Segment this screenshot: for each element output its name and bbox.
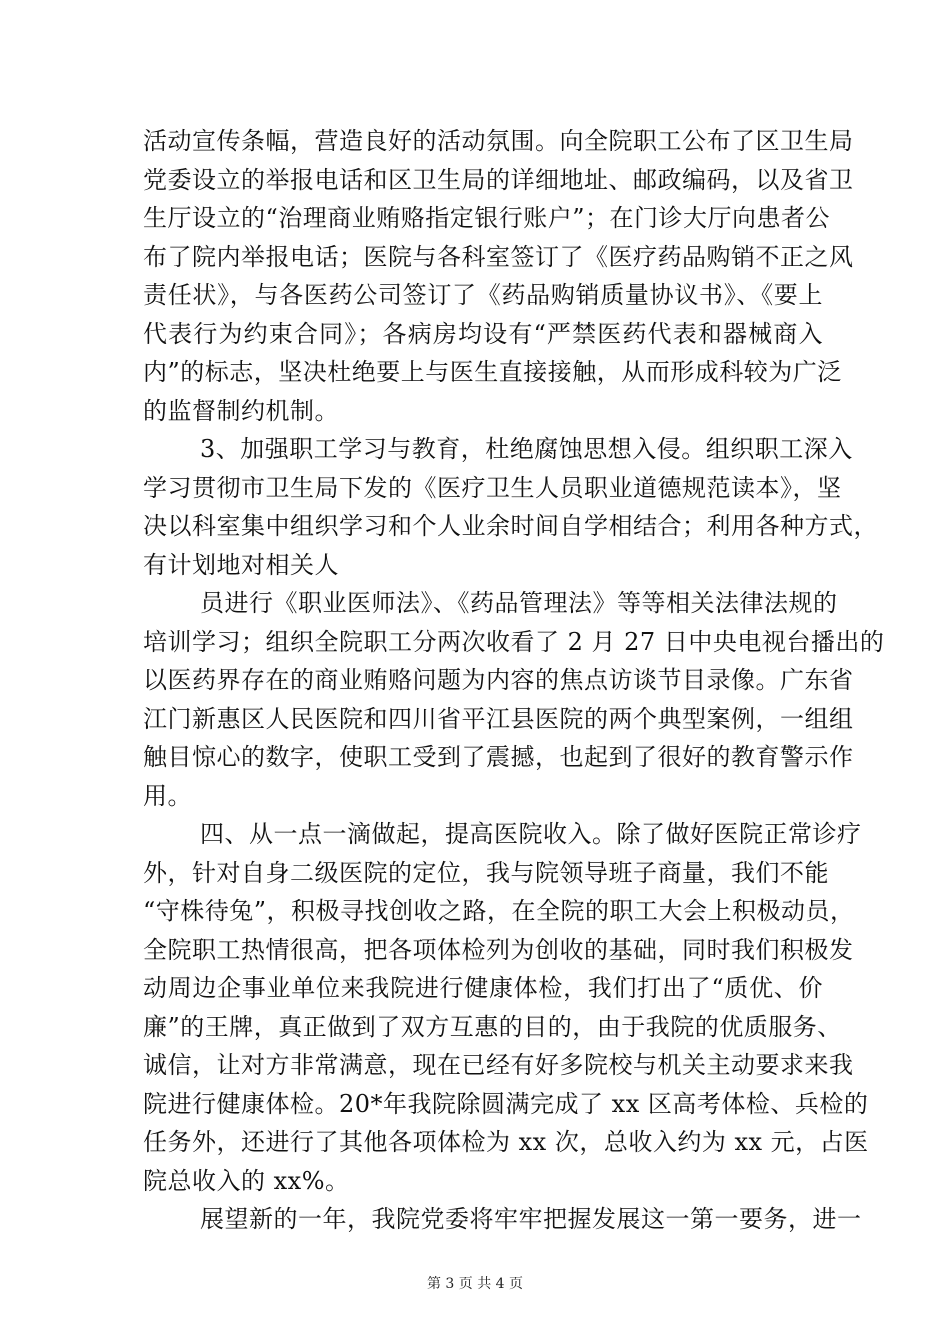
text-line: 全院职工热情很高，把各项体检列为创收的基础，同时我们积极发 (143, 936, 854, 964)
paragraph-start: 员进行《职业医师法》、《药品管理法》等等相关法律法规的 (200, 589, 838, 617)
text-line: 学习贯彻市卫生局下发的《医疗卫生人员职业道德规范读本》，坚 (143, 474, 842, 502)
page-number: 第 3 页 共 4 页 (426, 1276, 524, 1292)
text-line: 布了院内举报电话；医院与各科室签订了《医疗药品购销不正之风 (143, 243, 854, 271)
text-line: 内”的标志，坚决杜绝要上与医生直接接触，从而形成科较为广泛 (143, 358, 842, 386)
text-line: 廉”的王牌，真正做到了双方互惠的目的，由于我院的优质服务、 (143, 1013, 842, 1041)
text-line: 任务外，还进行了其他各项体检为 xx 次，总收入约为 xx 元，占医 (143, 1128, 869, 1156)
text-line: 培训学习；组织全院职工分两次收看了 2 月 27 日中央电视台播出的 (143, 628, 885, 656)
text-line: 用。 (143, 782, 192, 810)
paragraph-start: 四、从一点一滴做起，提高医院收入。除了做好医院正常诊疗 (200, 820, 862, 848)
text-line: 责任状》，与各医药公司签订了《药品购销质量协议书》、《要上 (143, 281, 823, 309)
text-line: 院进行健康体检。20*年我院除圆满完成了 xx 区高考体检、兵检的 (143, 1090, 869, 1118)
text-line: 院总收入的 xx%。 (143, 1167, 350, 1195)
text-line: 代表行为约束合同》；各病房均设有“严禁医药代表和器械商入 (143, 320, 823, 348)
text-line: 决以科室集中组织学习和个人业余时间自学相结合；利用各种方式， (143, 512, 878, 540)
text-line: 触目惊心的数字，使职工受到了震撼，也起到了很好的教育警示作 (143, 743, 854, 771)
paragraph-start: 3、加强职工学习与教育，杜绝腐蚀思想入侵。组织职工深入 (200, 435, 853, 463)
paragraph-start: 展望新的一年，我院党委将牢牢把握发展这一第一要务，进一 (200, 1205, 862, 1233)
text-line: 外，针对自身二级医院的定位，我与院领导班子商量，我们不能 (143, 859, 829, 887)
text-line: 以医药界存在的商业贿赂问题为内容的焦点访谈节目录像。广东省 (143, 666, 854, 694)
text-line: 江门新惠区人民医院和四川省平江县医院的两个典型案例，一组组 (143, 705, 854, 733)
text-line: 的监督制约机制。 (143, 397, 339, 425)
text-line: 活动宣传条幅，营造良好的活动氛围。向全院职工公布了区卫生局 (143, 127, 854, 155)
text-line: “守株待兔”，积极寻找创收之路，在全院的职工大会上积极动员， (143, 897, 855, 925)
text-line: 生厅设立的“治理商业贿赂指定银行账户”；在门诊大厅向患者公 (143, 204, 831, 232)
text-line: 动周边企事业单位来我院进行健康体检，我们打出了“质优、价 (143, 974, 823, 1002)
text-line: 诚信，让对方非常满意，现在已经有好多院校与机关主动要求来我 (143, 1051, 854, 1079)
text-line: 党委设立的举报电话和区卫生局的详细地址、邮政编码，以及省卫 (143, 166, 854, 194)
text-line: 有计划地对相关人 (143, 551, 339, 579)
